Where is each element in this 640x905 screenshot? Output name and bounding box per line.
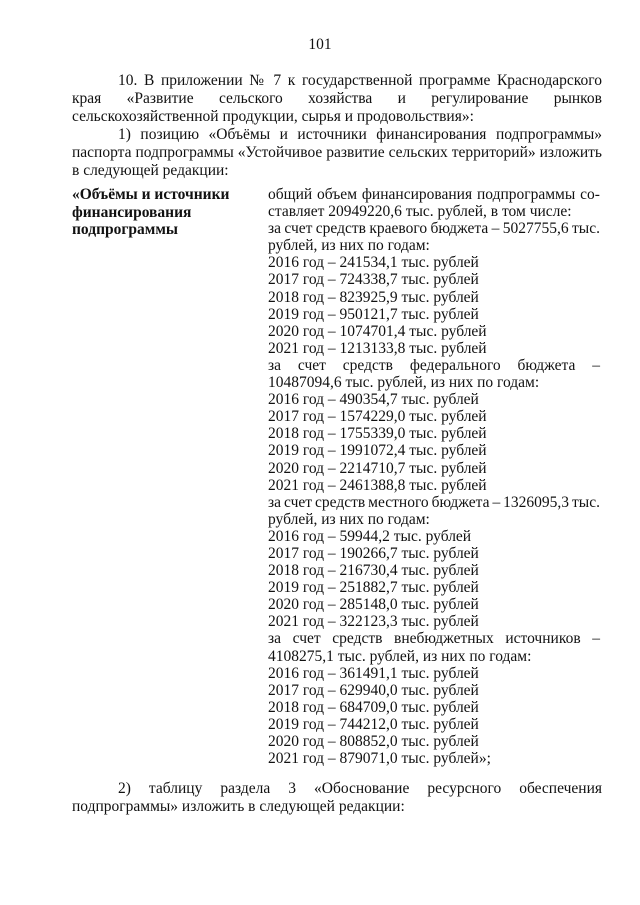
closing-paragraph: 2) таблицу раздела 3 «Обоснование ресурсного обеспечения подпрограммы» изложить в следующей редакции: <box>72 780 602 815</box>
local-budget-line-1 <box>268 494 600 511</box>
year-amount-line: 2017 год – 629940,0 тыс. рублей <box>268 681 479 699</box>
year-amount-line: 2020 год – 285148,0 тыс. рублей <box>268 596 479 614</box>
word: общий <box>268 186 313 203</box>
year-amount-line: 2016 год – 361491,1 тыс. рублей <box>268 664 479 682</box>
year-amount-line: 2018 год – 216730,4 тыс. рублей <box>268 562 479 580</box>
year-amount-line: 2018 год – 684709,0 тыс. рублей <box>268 698 479 716</box>
extrabudgetary-line-2: 4108275,1 тыс. рублей, из них по годам: <box>268 647 532 665</box>
word: 1326095,3 <box>503 493 570 511</box>
word: местного <box>368 493 429 511</box>
word: бюджета <box>517 356 576 374</box>
year-amount-line: 2019 год – 950121,7 тыс. рублей <box>268 305 479 323</box>
intro-paragraph-2: 1) позицию «Объёмы и источники финансирования подпрограммы» паспорта подпрограммы «Устойчивое развитие сельских территорий» изложить в следующей редакции: <box>72 126 602 179</box>
word: финансирования <box>361 186 473 203</box>
total-line-1 <box>268 186 600 203</box>
federal-budget-line-1 <box>268 357 600 374</box>
total-line-2: ставляет 20949220,6 тыс. рублей, в том числе: <box>268 203 572 221</box>
intro-section <box>72 72 602 180</box>
word: подпрограммы <box>476 186 576 203</box>
regional-budget-line-1 <box>268 220 600 237</box>
section-label-line: подпрограммы <box>72 221 179 238</box>
section-label-line: «Объёмы и источники <box>72 186 230 203</box>
word: – <box>492 493 501 511</box>
word: объем <box>317 186 358 203</box>
year-amount-line: 2016 год – 59944,2 тыс. рублей <box>268 527 472 545</box>
word: средств <box>315 493 366 511</box>
closing-section <box>72 780 602 816</box>
year-amount-line: 2018 год – 1755339,0 тыс. рублей <box>268 425 487 443</box>
word: тыс. <box>572 493 600 511</box>
section-label <box>72 186 252 239</box>
word: счет <box>292 630 321 648</box>
year-amount-line: 2016 год – 241534,1 тыс. рублей <box>268 254 479 272</box>
word: внебюджетных <box>394 630 494 648</box>
year-amount-line: 2019 год – 251882,7 тыс. рублей <box>268 579 479 597</box>
word: бюджета <box>430 220 489 238</box>
extrabudgetary-line-1 <box>268 630 600 647</box>
year-amount-line: 2021 год – 322123,3 тыс. рублей <box>268 613 479 631</box>
year-amount-line: 2021 год – 2461388,8 тыс. рублей <box>268 476 487 494</box>
funding-details <box>268 186 600 767</box>
year-amount-line: 2016 год – 490354,7 тыс. рублей <box>268 391 479 409</box>
word: средств <box>332 630 383 648</box>
intro-paragraph-1: 10. В приложении № 7 к государственной программе Краснодарского края «Развитие сельского хозяйства и регулирование рынков сельскохозяйственной продукции, сырья и продовольствия»: <box>72 72 602 125</box>
word: за <box>268 630 282 648</box>
year-amount-line: 2017 год – 1574229,0 тыс. рублей <box>268 408 487 426</box>
section-label-line: финансирования <box>72 203 192 221</box>
year-amount-line: 2020 год – 808852,0 тыс. рублей <box>268 733 479 750</box>
year-amount-line: 2017 год – 724338,7 тыс. рублей <box>268 271 479 289</box>
local-years-list <box>268 528 600 631</box>
word: за <box>268 493 282 511</box>
word: 5027755,6 <box>502 220 569 238</box>
word: источников <box>505 630 581 648</box>
word: – <box>592 630 600 648</box>
year-amount-line: 2019 год – 1991072,4 тыс. рублей <box>268 442 487 460</box>
year-amount-line: 2021 год – 879071,0 тыс. рублей»; <box>268 750 491 768</box>
page-number: 101 <box>308 36 332 53</box>
regional-budget-line-2: рублей, из них по годам: <box>268 237 430 255</box>
local-budget-line-2: рублей, из них по годам: <box>268 510 430 528</box>
year-amount-line: 2019 год – 744212,0 тыс. рублей <box>268 715 479 733</box>
word: счет <box>284 493 313 511</box>
word: со- <box>580 186 600 203</box>
year-amount-line: 2020 год – 2214710,7 тыс. рублей <box>268 459 487 477</box>
word: средств <box>342 356 393 374</box>
word: за <box>268 220 282 238</box>
word: за <box>268 356 282 374</box>
word: тыс. <box>572 220 600 238</box>
word: федерального <box>409 356 501 374</box>
word: счет <box>297 356 326 374</box>
word: – <box>592 356 600 374</box>
year-amount-line: 2021 год – 1213133,8 тыс. рублей <box>268 339 487 357</box>
extrabudgetary-years-list <box>268 665 600 768</box>
year-amount-line: 2018 год – 823925,9 тыс. рублей <box>268 288 479 306</box>
word: средств <box>315 220 366 238</box>
word: краевого <box>369 220 428 238</box>
word: бюджета <box>431 493 490 511</box>
year-amount-line: 2020 год – 1074701,4 тыс. рублей <box>268 322 487 340</box>
year-amount-line: 2017 год – 190266,7 тыс. рублей <box>268 544 479 562</box>
regional-years-list <box>268 254 600 357</box>
federal-years-list <box>268 391 600 494</box>
word: – <box>491 220 500 238</box>
word: счет <box>284 220 313 238</box>
federal-budget-line-2: 10487094,6 тыс. рублей, из них по годам: <box>268 374 540 392</box>
